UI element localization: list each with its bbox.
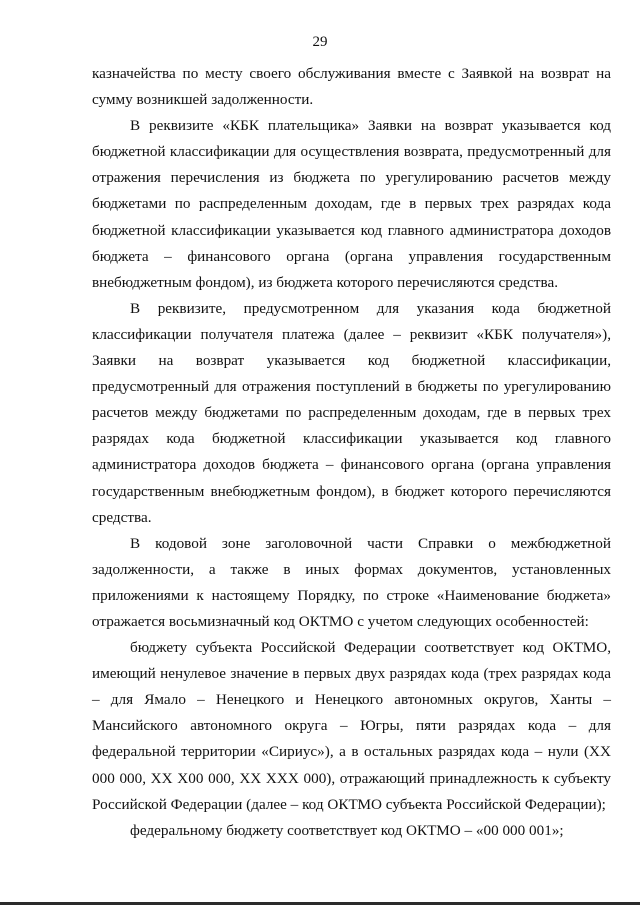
paragraph-kbk-recipient: В реквизите, предусмотренном для указания кода бюджетной классификации получателя платежа (далее – реквизит «КБК получателя»), Заявки на возврат указывается код бюджетной классификации, предусмотренный для отражения поступлений в бюджеты по урегулированию расчетов между бюджетами по распределенным доходам, где в первых трех разрядах кода бюджетной классификации указывается код главного администратора доходов бюджета – финансового органа (органа управления государственным внебюджетным фондом), в бюджет которого перечисляются средства. [92,299,611,526]
paragraph-kbk-payer: В реквизите «КБК плательщика» Заявки на возврат указывается код бюджетной классификации для осуществления возврата, предусмотренный для отражения перечисления из бюджета по урегулированию расчетов между бюджетами по распределенным доходам, где в первых трех разрядах кода бюджетной классификации указывается код главного администратора доходов бюджета – финансового органа (органа управления государственным внебюджетным фондом), из бюджета которого перечисляются средства. [92,117,611,291]
document-body [92,61,611,844]
page-number: 29 [312,34,328,50]
paragraph-continuation: казначейства по месту своего обслуживания вместе с Заявкой на возврат на сумму возникшей задолженности. [92,65,611,109]
paragraph-subject-budget: бюджету субъекта Российской Федерации соответствует код ОКТМО, имеющий ненулевое значение в первых двух разрядах кода (трех разрядах кода – для Ямало – Ненецкого и Ненецкого автономных округов, Ханты – Мансийского автономного округа – Югры, пяти разрядах кода – для федеральной территории «Сириус»), а в остальных разрядах кода – нули (ХХ 000 000, ХХ Х00 000, ХХ ХХХ 000), отражающий принадлежность к субъекту Российской Федерации (далее – код ОКТМО субъекта Российской Федерации); [92,639,611,813]
paragraph-federal-budget: федеральному бюджету соответствует код ОКТМО – «00 000 001»; [130,821,564,839]
paragraph-code-zone: В кодовой зоне заголовочной части Справки о межбюджетной задолженности, а также в иных формах документов, установленных приложениями к настоящему Порядку, по строке «Наименование бюджета» отражается восьмизначный код ОКТМО с учетом следующих особенностей: [92,534,611,630]
